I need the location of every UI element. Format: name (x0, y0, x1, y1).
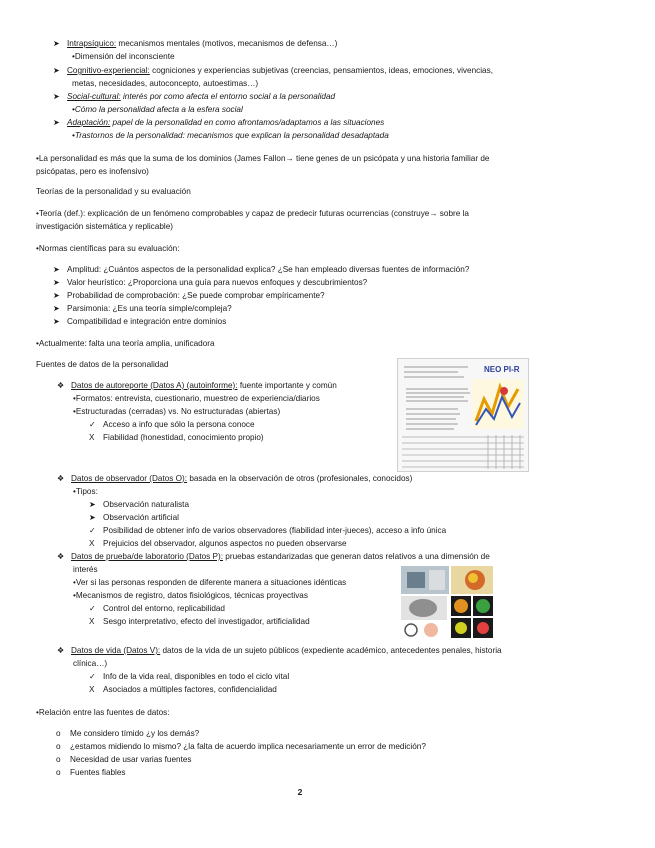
arrow-bullet-icon: ➤ (53, 317, 60, 326)
x-icon: X (89, 433, 95, 442)
domain-sub: •Trastornos de la personalidad: mecanismos que explican la personalidad desadaptada (72, 131, 389, 140)
datos-a-estructuradas: •Estructuradas (cerradas) vs. No estructuradas (abiertas) (73, 407, 281, 416)
domain-sub: metas, necesidades, autoconcepto, autoestimas…) (72, 79, 259, 88)
datos-o-con: X Prejuicios del observador, algunos aspectos no pueden observarse (89, 538, 347, 551)
datos-o-tipo: ➤ Observación naturalista (89, 499, 189, 512)
lab-collage-image (401, 566, 493, 638)
circle-bullet-icon: o (56, 768, 61, 777)
domain-sub: •Dimensión del inconsciente (72, 52, 175, 61)
datos-p-con: X Sesgo interpretativo, efecto del investigador, artificialidad (89, 616, 310, 629)
circle-bullet-icon: o (56, 742, 61, 751)
arrow-bullet-icon: ➤ (53, 92, 60, 101)
domain-intrapsiquico: ➤ Intrapsíquico: mecanismos mentales (motivos, mecanismos de defensa…) (53, 38, 337, 51)
domain-social: ➤ Social-cultural: interés por como afecta el entorno social a la personalidad (53, 91, 335, 104)
paragraph-relacion: •Relación entre las fuentes de datos: (36, 708, 170, 717)
diamond-bullet-icon: ❖ (57, 381, 65, 390)
paragraph-teoria-cont: investigación sistemática y replicable) (36, 222, 173, 231)
x-icon: X (89, 685, 95, 694)
domain-adaptacion: ➤ Adaptación: papel de la personalidad en como afrontamos/adaptamos a las situaciones (53, 117, 384, 130)
domain-sub: •Cómo la personalidad afecta a la esfera social (72, 105, 243, 114)
arrow-bullet-icon: ➤ (89, 513, 96, 522)
check-icon: ✓ (89, 672, 96, 681)
datos-a-title: ❖ Datos de autoreporte (Datos A) (autoinforme): fuente importante y común (57, 380, 337, 393)
page-number: 2 (297, 787, 303, 797)
arrow-bullet-icon: ➤ (53, 66, 60, 75)
datos-p-situaciones: •Ver si las personas responden de diferente manera a situaciones idénticas (73, 578, 347, 587)
relacion-item: o Necesidad de usar varias fuentes (56, 754, 192, 767)
datos-o-title: ❖ Datos de observador (Datos O): basada en la observación de otros (profesionales, conocidos) (57, 473, 412, 486)
datos-p-pro: ✓ Control del entorno, replicabilidad (89, 603, 225, 616)
diamond-bullet-icon: ❖ (57, 552, 65, 561)
heading-fuentes: Fuentes de datos de la personalidad (36, 360, 169, 369)
datos-p-mecanismos: •Mecanismos de registro, datos fisiológicos, técnicas proyectivas (73, 591, 308, 600)
relacion-item: o ¿estamos midiendo lo mismo? ¿la falta de acuerdo implica necesariamente un error de medición? (56, 741, 426, 754)
x-icon: X (89, 539, 95, 548)
arrow-bullet-icon: ➤ (53, 278, 60, 287)
arrow-bullet-icon: ➤ (53, 291, 60, 300)
norma-item: ➤ Probabilidad de comprobación: ¿Se puede comprobar empíricamente? (53, 290, 325, 303)
relacion-item: o Me considero tímido ¿y los demás? (56, 728, 199, 741)
datos-a-con: X Fiabilidad (honestidad, conocimiento propio) (89, 432, 264, 445)
circle-bullet-icon: o (56, 729, 61, 738)
datos-a-formatos: •Formatos: entrevista, cuestionario, muestreo de experiencia/diarios (73, 394, 320, 403)
arrow-bullet-icon: ➤ (53, 39, 60, 48)
arrow-bullet-icon: ➤ (53, 304, 60, 313)
datos-v-title: ❖ Datos de vida (Datos V): datos de la vida de un sujeto públicos (expediente académico, antecedentes penales, historia (57, 645, 502, 658)
domain-cognitivo: ➤ Cognitivo-experiencial: cogniciones y experiencias subjetivas (creencias, pensamientos, ideas, emociones, vivencias, (53, 65, 493, 78)
datos-v-con: X Asociados a múltiples factores, confidencialidad (89, 684, 277, 697)
heading-teorias: Teorías de la personalidad y su evaluación (36, 187, 191, 196)
datos-v-title-cont: clínica…) (73, 659, 108, 668)
norma-item: ➤ Parsimonia: ¿Es una teoría simple/compleja? (53, 303, 232, 316)
neo-pi-r-figure (398, 359, 528, 471)
check-icon: ✓ (89, 420, 96, 429)
paragraph-teoria: •Teoría (def.): explicación de un fenómeno comprobables y capaz de predecir futuras ocurrencias (construye→ sobre la (36, 209, 469, 218)
datos-p-title: ❖ Datos de prueba/de laboratorio (Datos P): pruebas estandarizadas que generan datos relativos a una dimensión de (57, 551, 490, 564)
datos-v-pro: ✓ Info de la vida real, disponibles en todo el ciclo vital (89, 671, 289, 684)
norma-item: ➤ Valor heurístico: ¿Proporciona una guía para nuevos enfoques y descubrimientos? (53, 277, 367, 290)
paragraph-suma: •La personalidad es más que la suma de los dominios (James Fallon→ tiene genes de un psicópata y una historia familiar de (36, 154, 490, 163)
lab-collage-figure (401, 566, 493, 638)
norma-item: ➤ Compatibilidad e integración entre dominios (53, 316, 226, 329)
diamond-bullet-icon: ❖ (57, 646, 65, 655)
arrow-bullet-icon: ➤ (89, 500, 96, 509)
paragraph-actual: •Actualmente: falta una teoría amplia, unificadora (36, 339, 215, 348)
datos-p-title-cont: interés (73, 565, 98, 574)
check-icon: ✓ (89, 604, 96, 613)
datos-a-pro: ✓ Acceso a info que sólo la persona conoce (89, 419, 255, 432)
arrow-bullet-icon: ➤ (53, 265, 60, 274)
circle-bullet-icon: o (56, 755, 61, 764)
x-icon: X (89, 617, 95, 626)
datos-o-tipos: •Tipos: (73, 487, 98, 496)
arrow-bullet-icon: ➤ (53, 118, 60, 127)
datos-o-pro: ✓ Posibilidad de obtener info de varios observadores (fiabilidad inter-jueces), acceso a info única (89, 525, 446, 538)
neo-pi-r-logo: NEO PI-R (484, 365, 520, 374)
paragraph-suma-cont: psicópatas, pero es inofensivo) (36, 167, 149, 176)
datos-o-tipo: ➤ Observación artificial (89, 512, 179, 525)
neo-pi-r-image (397, 358, 529, 472)
norma-item: ➤ Amplitud: ¿Cuántos aspectos de la personalidad explica? ¿Se han empleado diversas fuentes de información? (53, 264, 469, 277)
check-icon: ✓ (89, 526, 96, 535)
paragraph-normas: •Normas científicas para su evaluación: (36, 244, 180, 253)
relacion-item: o Fuentes fiables (56, 767, 126, 780)
diamond-bullet-icon: ❖ (57, 474, 65, 483)
